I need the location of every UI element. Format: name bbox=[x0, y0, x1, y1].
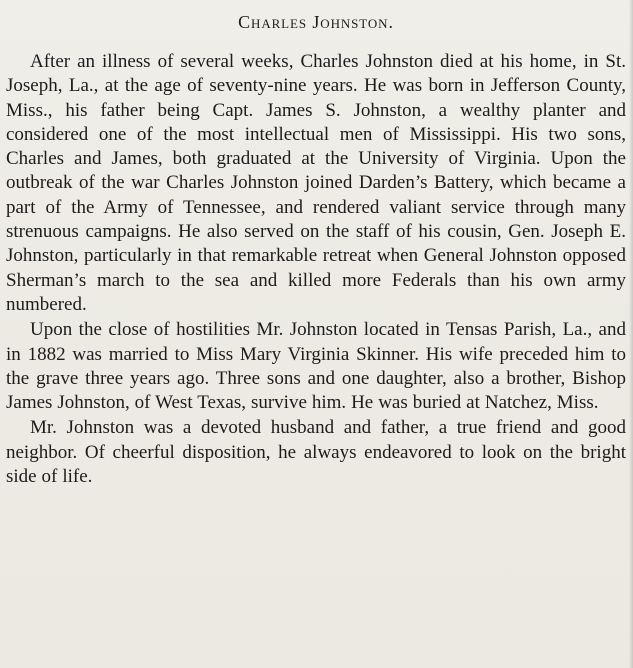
paragraph-obituary: After an illness of several weeks, Charles Johnston died at his home, in St. Joseph, La., at the age of seventy-nine years. He was born in Jefferson County, Miss., his father being Capt. James S. Johnston, a wealthy planter and considered one of the most intellectual men of Mississippi. His two sons, Charles and James, both graduated at the University of Virginia. Upon the outbreak of the war Charles Johnston joined Darden’s Battery, which became a part of the Army of Tennessee, and rendered valiant service through many strenuous campaigns. He also served on the staff of his cousin, Gen. Joseph E. Johnston, particularly in that remarkable retreat when General Johnston opposed Sherman’s march to the sea and killed more Federals than his own army numbered. bbox=[6, 51, 626, 315]
article bbox=[6, 8, 626, 489]
page-edge-shadow bbox=[629, 0, 633, 668]
paragraph-character: Mr. Johnston was a devoted husband and father, a true friend and good neighbor. Of cheerful disposition, he always endeavored to look on the bright side of life. bbox=[6, 417, 626, 488]
article-title: Charles Johnston. bbox=[238, 12, 394, 32]
paragraph-later-life: Upon the close of hostilities Mr. Johnston located in Tensas Parish, La., and in 1882 was married to Miss Mary Virginia Skinner. His wife preceded him to the grave three years ago. Three sons and one daughter, also a brother, Bishop James Johnston, of West Texas, survive him. He was buried at Natchez, Miss. bbox=[6, 319, 626, 414]
